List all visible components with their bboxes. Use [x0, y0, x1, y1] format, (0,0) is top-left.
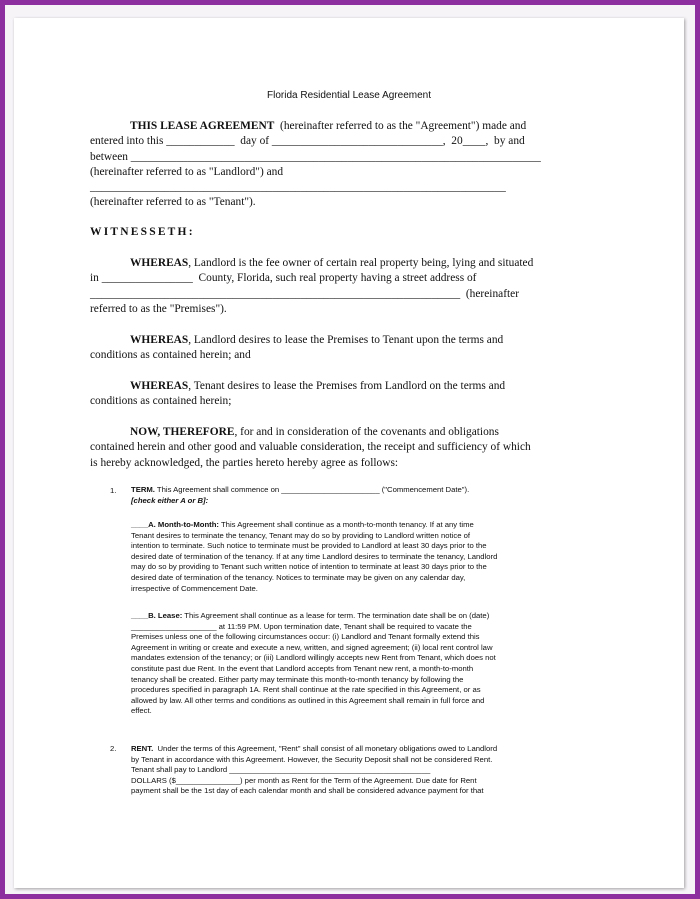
whereas-2-lines: conditions as contained herein; and [90, 349, 251, 362]
clause-1a-blank: ____ [131, 520, 149, 529]
therefore-lines: contained herein and other good and valuable consideration, the receipt and sufficiency of which is hereby acknowledged, the parties hereto hereby agree as follows: [90, 441, 531, 469]
clause-1-term [131, 485, 631, 506]
clause-1a-text: Tenant desires to terminate the tenancy, Tenant may do so by providing to Landlord written notice of intention to terminate. Such notice to terminate must be provided to Landlord at least 30 days prior to the desired date of termination of the tenancy. If at any time Landlord desires to terminate the tenancy, Landlord may do so by providing to Tenant such written notice of intention to terminate at least 30 days prior to the desired date of termination of the tenancy. Notices to terminate may be given on any calendar day, irrespective of Commencement Date. [131, 530, 498, 593]
clause-1-heading: TERM. [131, 485, 155, 494]
intro-line1: (hereinafter referred to as the "Agreement") made and [274, 120, 527, 132]
whereas-1-paragraph [90, 256, 610, 317]
whereas-2-line1: , Landlord desires to lease the Premises to Tenant upon the terms and [188, 334, 504, 346]
clause-1b-first: This Agreement shall continue as a lease for term. The termination date shall be on (date) [182, 611, 490, 620]
clause-1-choose: [check either A or B]: [131, 495, 209, 505]
clause-1a-first: This Agreement shall continue as a month-to-month tenancy. If at any time [218, 520, 474, 529]
whereas-2-bold: WHEREAS [130, 334, 189, 346]
therefore-bold: NOW, THEREFORE [130, 426, 235, 438]
therefore-paragraph [90, 425, 610, 471]
clause-2-first: Under the terms of this Agreement, "Rent" shall consist of all monetary obligations owed to Landlord [153, 744, 498, 753]
therefore-line1: , for and in consideration of the covenants and obligations [234, 426, 499, 438]
whereas-1-bold: WHEREAS [130, 257, 189, 269]
intro-lines: entered into this ____________ day of ______________________________, 20____, by and between ________________________________________________________________________ (hereinafter referred to as "Landlord") and _________________________________________________________________________ (hereinafter referred to as "Tenant"). [90, 135, 541, 209]
document-page [14, 18, 684, 888]
clause-1b-text: ____________________ at 11:59 PM. Upon termination date, Tenant shall be required to vacate the Premises unless one of the following circumstances occur: (i) Landlord and Tenant formally extend this Agreement in writing or create and execute a new, written, and signed agreement; (ii) local rent control law mandates extension of the tenancy; or (iii) Landlord willingly accepts new Rent from Tenant, which does not constitute past due Rent. In the event that Landlord accepts from Tenant new rent, a month-to-month tenancy shall be created. Either party may terminate this month-to-month tenancy by following the procedures specified in paragraph 1A. Rent shall continue at the rate specified in this Agreement, or as allowed by law. All other terms and conditions as outlined in this Agreement shall remain in full force and effect. [131, 621, 496, 716]
clause-2-heading: RENT. [131, 744, 154, 753]
whereas-3-lines: conditions as contained herein; [90, 395, 232, 408]
clause-1b-blank: ____ [131, 611, 149, 620]
whereas-1-line1: , Landlord is the fee owner of certain real property being, lying and situated [188, 257, 534, 269]
clause-1a [131, 520, 631, 594]
whereas-3-line1: , Tenant desires to lease the Premises from Landlord on the terms and [188, 380, 506, 392]
whereas-2-paragraph [90, 333, 610, 364]
whereas-3-paragraph [90, 379, 610, 410]
clause-2-rent [131, 744, 631, 797]
clause-1b [131, 611, 631, 717]
clause-1-text: This Agreement shall commence on _______________________ ("Commencement Date"). [154, 485, 470, 494]
clause-2-number: 2. [110, 744, 117, 753]
clause-1b-heading: B. Lease: [148, 611, 183, 620]
clause-1a-heading: A. Month-to-Month: [148, 520, 219, 529]
witnesseth-heading: WITNESSETH: [90, 226, 195, 238]
document-title: Florida Residential Lease Agreement [267, 90, 431, 101]
intro-bold: THIS LEASE AGREEMENT [130, 120, 275, 132]
clause-2-text: by Tenant in accordance with this Agreement. However, the Security Deposit shall not be considered Rent. Tenant shall pay to Landlord _______________________________________________ DOLLARS ($_______________) per month as Rent for the Term of the Agreement. Due date for Rent payment shall be the 1st day of each calendar month and shall be considered advance payment for that [131, 754, 493, 796]
intro-paragraph [90, 119, 610, 211]
whereas-3-bold: WHEREAS [130, 380, 189, 392]
whereas-1-lines: in ________________ County, Florida, such real property having a street address of _________________________________________________________________ (hereinafter referred to as the "Premises"). [90, 272, 520, 315]
clause-1-number: 1. [110, 486, 117, 495]
